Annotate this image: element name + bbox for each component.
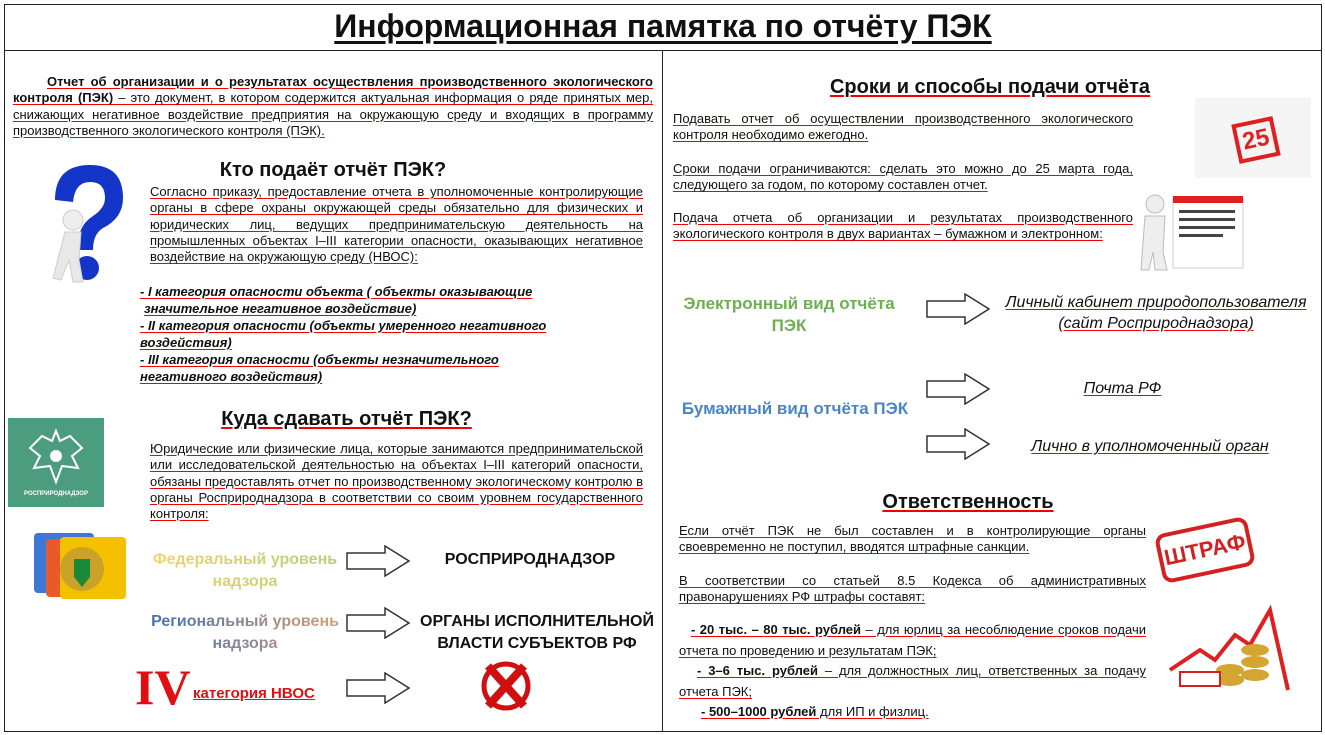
arrow-right-icon xyxy=(345,672,411,704)
terms-paragraph-2: Сроки подачи ограничиваются: сделать это можно до 25 марта года, следующего за годом, по которому составлен отчет. xyxy=(673,161,1133,193)
question-mark-icon xyxy=(45,160,127,285)
list-item: - II категория опасности (объекты умеренного негативного воздействия) xyxy=(140,318,547,350)
arrow-right-icon xyxy=(345,545,411,577)
category-iv-label: категория НВОС xyxy=(193,685,315,702)
rosprirodnadzor-logo xyxy=(8,418,104,507)
federal-level-label: Федеральный уровень надзора xyxy=(145,549,345,593)
fine-description: для ИП и физлиц. xyxy=(816,704,929,719)
arrow-right-icon xyxy=(925,428,991,460)
eagle-emblem-icon xyxy=(26,426,86,486)
intro-text: – это документ, в котором содержится актуальная информация о ряде принятых мер, снижающих негативное воздействие предприятия на окружающую среду и входящих в программу производственного экологического контроля (ПЭК). xyxy=(13,90,653,138)
who-paragraph: Согласно приказу, предоставление отчета в уполномоченные контролирующие органы в сфере охраны окружающей среды обязательно для физических и юридических лиц, ведущих предпринимательскую деятельность на промышленных объектах I–III категории опасности, оказывающих негативное воздействие на окружающую среду (НВОС): xyxy=(150,184,643,265)
fine-amount: - 500–1000 рублей xyxy=(701,704,817,719)
intro-bold: Отчет об организации и о результатах осуществления производственного экологического контроля (ПЭК) xyxy=(13,74,653,106)
paper-form-label: Бумажный вид отчёта ПЭК xyxy=(681,399,909,418)
resp-paragraph-1: Если отчёт ПЭК не был составлен и в контролирующие органы своевременно не поступил, вводятся штрафные санкции. xyxy=(679,523,1146,555)
fine-item xyxy=(679,661,1146,702)
paper-target-post: Почта РФ xyxy=(1083,380,1162,397)
fines-list xyxy=(679,620,1146,723)
page-title: Информационная памятка по отчёту ПЭК xyxy=(334,8,992,44)
divider xyxy=(662,50,663,732)
resp-paragraph-2: В соответствии со статьей 8.5 Кодекса об административных правонарушениях РФ штрафы составят: xyxy=(679,573,1146,605)
where-heading: Куда сдавать отчёт ПЭК? xyxy=(221,408,472,430)
list-item: - I категория опасности объекта ( объекты оказывающие значительное негативное воздействие) xyxy=(140,284,533,316)
electronic-target: Личный кабинет природопользователя (сайт Росприроднадзора) xyxy=(1005,294,1307,332)
red-cross-icon xyxy=(478,658,534,714)
where-paragraph: Юридические или физические лица, которые занимаются предпринимательской или исследовательской деятельностью на объектах I–III категорий опасности, обязаны предоставлять отчет по производственному экологическому контролю в органы Росприроднадзора в соответствии со своим уровнем государственного контроля: xyxy=(150,441,643,522)
category-list xyxy=(140,283,580,385)
folder-emblem-icon xyxy=(30,525,130,601)
who-heading: Кто подаёт отчёт ПЭК? xyxy=(219,159,447,181)
terms-paragraph-1: Подавать отчет об осуществлении производственного экологического контроля необходимо ежегодно. xyxy=(673,111,1133,143)
category-iv-numeral: IV xyxy=(135,659,191,715)
logo-text: РОСПРИРОДНАДЗОР xyxy=(24,491,88,497)
calendar-image xyxy=(1195,98,1311,178)
fine-amount: - 3–6 тыс. рублей xyxy=(697,663,818,678)
arrow-right-icon xyxy=(925,293,991,325)
federal-target: РОСПРИРОДНАДЗОР xyxy=(444,551,616,568)
fine-stamp: ШТРАФ xyxy=(1154,516,1256,584)
person-calendar-icon xyxy=(1135,192,1261,276)
regional-target: ОРГАНЫ ИСПОЛНИТЕЛЬНОЙ ВЛАСТИ СУБЪЕКТОВ РФ xyxy=(420,613,654,652)
fine-description: – для должностных лиц, ответственных за подачу отчета ПЭК; xyxy=(679,663,1146,699)
arrow-right-icon xyxy=(345,607,411,639)
fine-description: – для юрлиц за несоблюдение сроков подачи отчета по проведению и результатам ПЭК; xyxy=(679,622,1146,658)
terms-heading: Сроки и способы подачи отчёта xyxy=(829,76,1151,98)
responsibility-heading: Ответственность xyxy=(882,491,1054,513)
fine-item xyxy=(679,702,1146,723)
fine-amount: - 20 тыс. – 80 тыс. рублей xyxy=(691,622,861,637)
fine-item xyxy=(679,620,1146,661)
terms-paragraph-3: Подача отчета об организации и результатах производственного экологического контроля в двух вариантах – бумажном и электронном: xyxy=(673,210,1133,242)
calendar-day: 25 xyxy=(1231,116,1280,164)
electronic-form-label: Электронный вид отчёта ПЭК xyxy=(683,294,895,335)
divider xyxy=(4,50,1322,51)
list-item: - III категория опасности (объекты незначительного негативного воздействия) xyxy=(140,352,499,384)
regional-level-label: Региональный уровень надзора xyxy=(145,611,345,655)
fine-coins-icon xyxy=(1160,600,1300,705)
intro-paragraph xyxy=(13,74,653,139)
arrow-right-icon xyxy=(925,373,991,405)
paper-target-in-person: Лично в уполномоченный орган xyxy=(1031,438,1269,455)
